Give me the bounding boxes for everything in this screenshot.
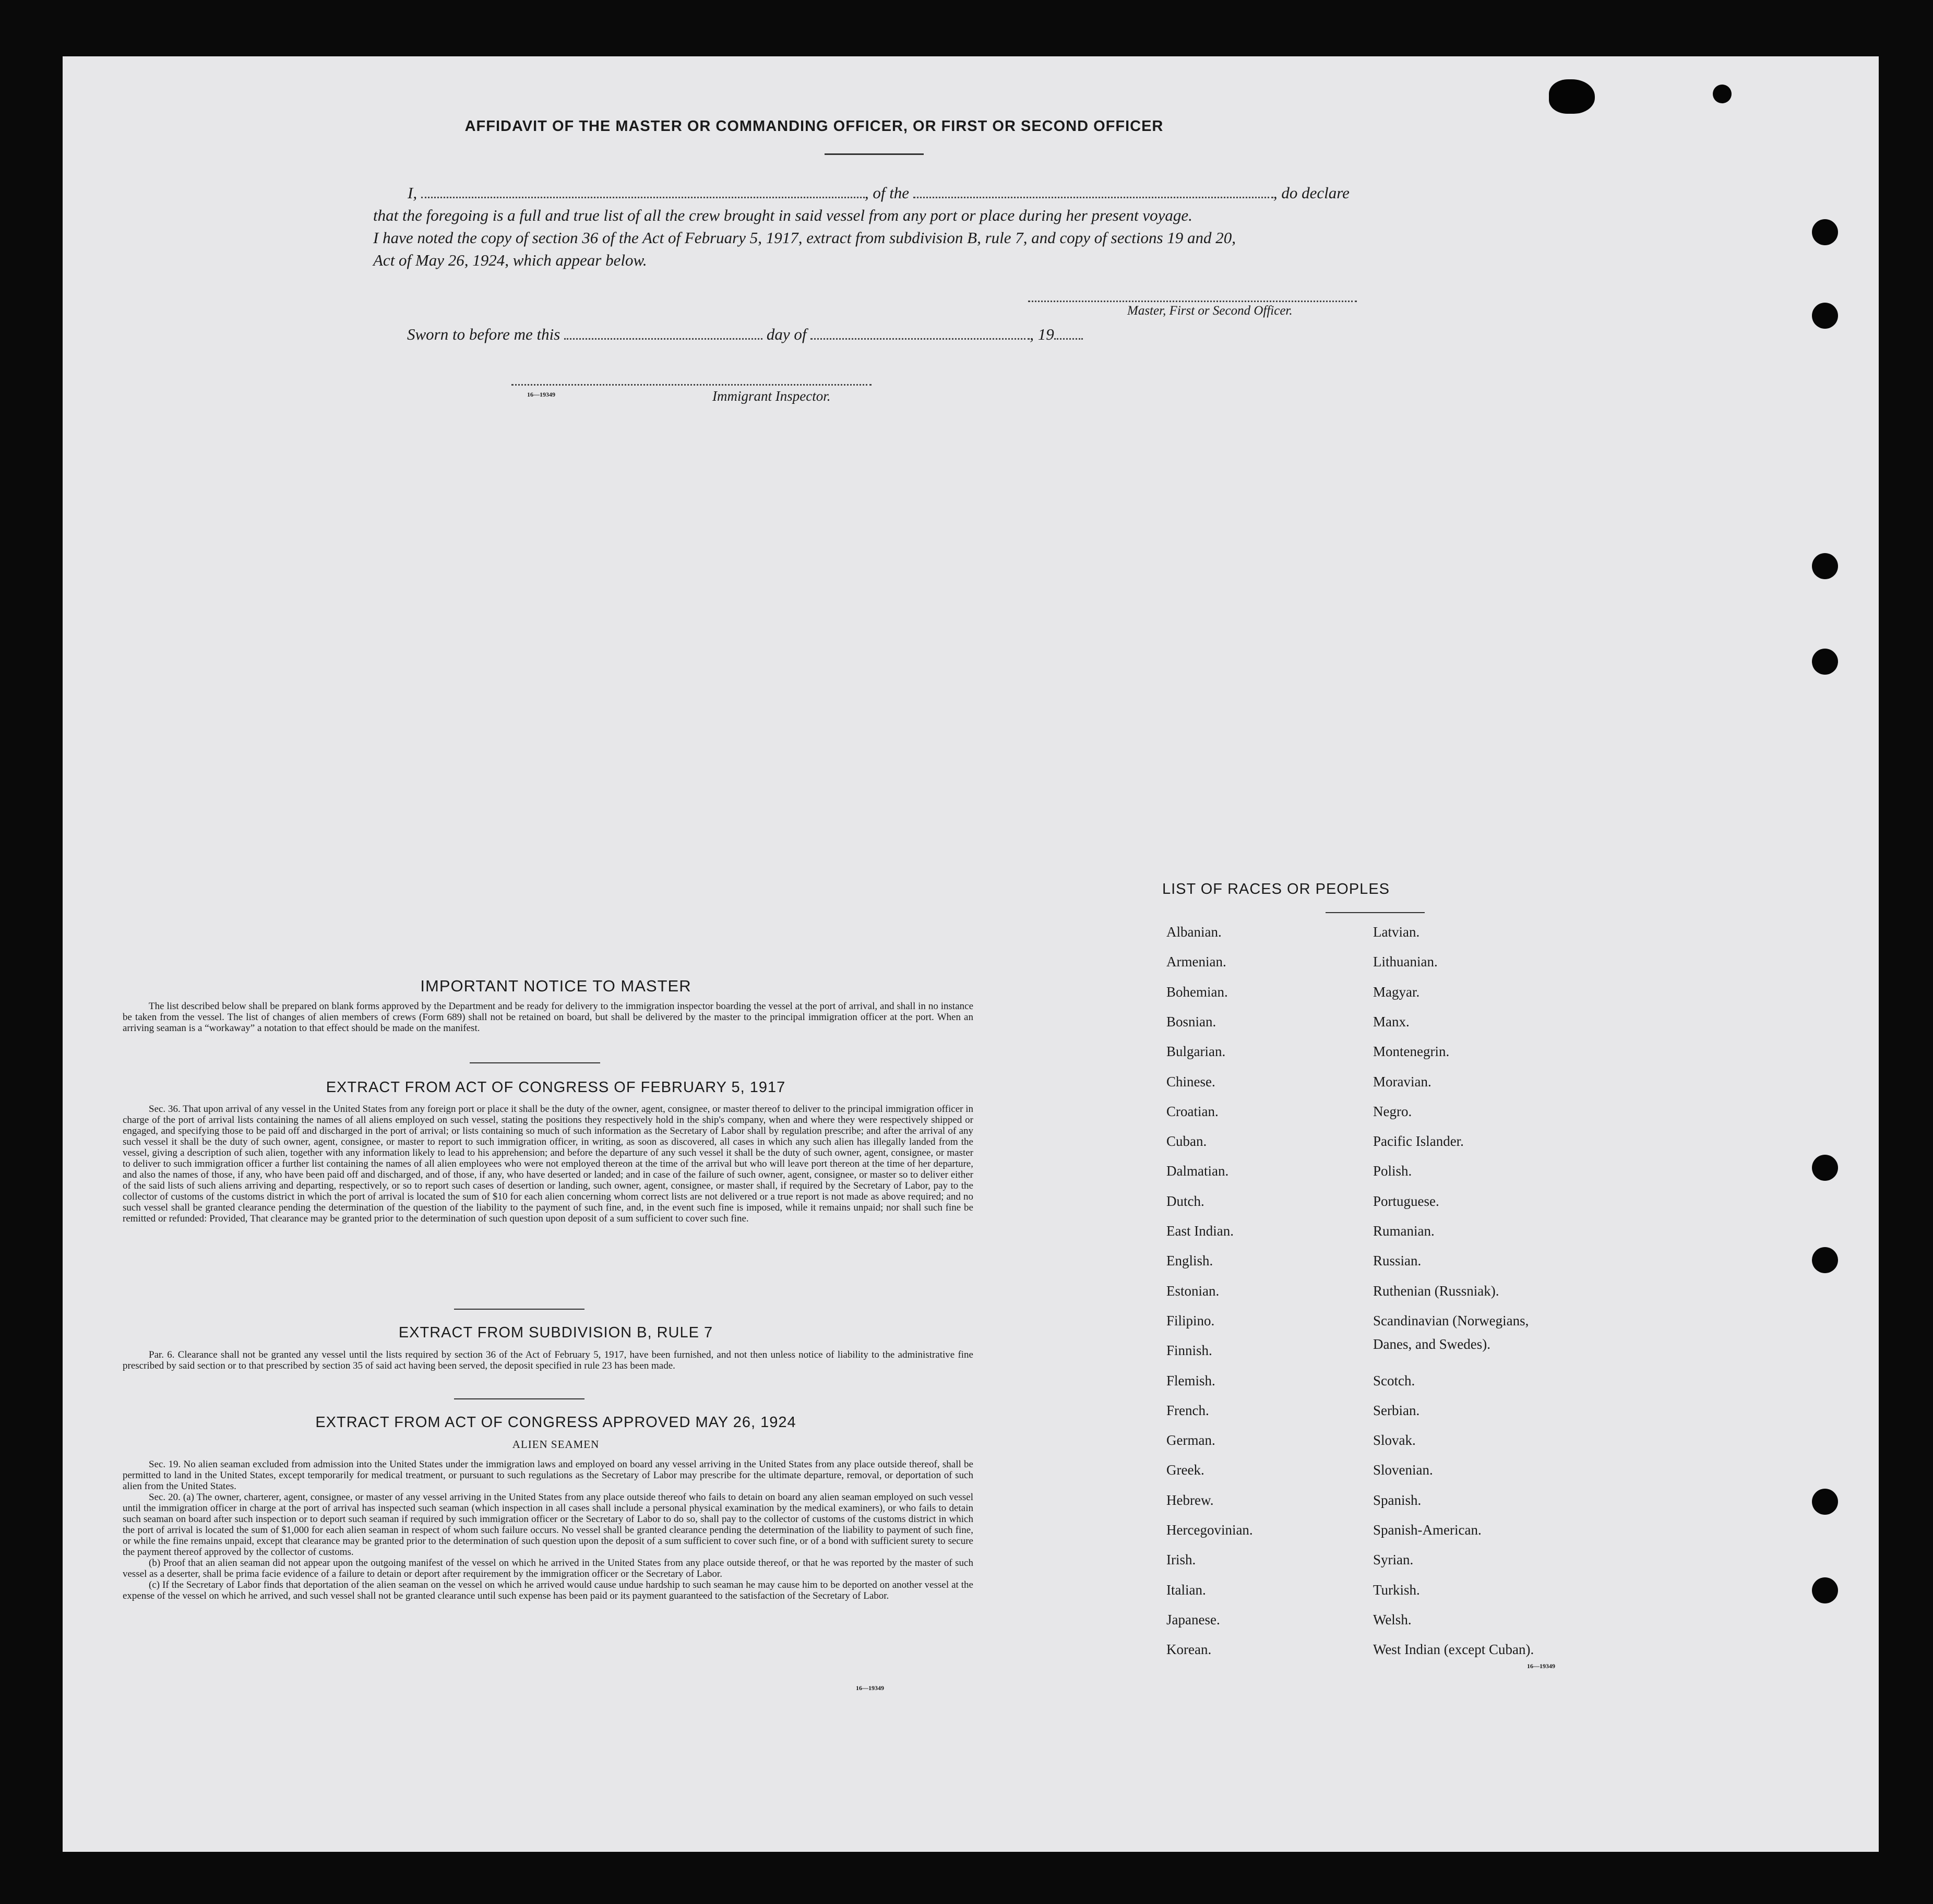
race-item: Flemish.	[1166, 1373, 1215, 1388]
race-item: Montenegrin.	[1373, 1044, 1450, 1059]
punch-hole	[1812, 303, 1838, 329]
master-signature-field[interactable]	[1028, 301, 1357, 302]
race-item: Danes, and Swedes).	[1373, 1336, 1490, 1352]
extract-1917-title: EXTRACT FROM ACT OF CONGRESS OF FEBRUARY 5, 1917	[326, 1079, 786, 1096]
declarant-name-field[interactable]	[421, 197, 865, 198]
sworn-day-field[interactable]	[564, 338, 762, 340]
race-item: Spanish.	[1373, 1492, 1422, 1508]
race-item: Bohemian.	[1166, 984, 1228, 1000]
extract-rule7-title: EXTRACT FROM SUBDIVISION B, RULE 7	[398, 1324, 713, 1341]
affidavit-line-3: I have noted the copy of section 36 of the Act of February 5, 1917, extract from subdivision B, rule 7, and copy of sections 19 and 20,	[373, 229, 1236, 247]
race-item: Russian.	[1373, 1253, 1422, 1268]
punch-hole	[1812, 1577, 1838, 1603]
punch-hole	[1812, 1247, 1838, 1273]
race-item: Bulgarian.	[1166, 1044, 1226, 1059]
extract-rule7-divider	[454, 1398, 584, 1399]
races-title: LIST OF RACES OR PEOPLES	[1162, 881, 1390, 897]
extract-1924-text	[123, 1459, 973, 1601]
inspector-signature-field[interactable]	[511, 384, 872, 386]
race-item: Armenian.	[1166, 954, 1226, 969]
race-item: Negro.	[1373, 1104, 1412, 1119]
race-item: Irish.	[1166, 1552, 1196, 1567]
race-item: Magyar.	[1373, 984, 1420, 1000]
race-item: Slovak.	[1373, 1432, 1416, 1448]
race-item: Croatian.	[1166, 1104, 1219, 1119]
race-item: Filipino.	[1166, 1313, 1215, 1328]
sworn-month-field[interactable]	[810, 338, 1030, 340]
sec-20b: (b) Proof that an alien seaman did not appear upon the outgoing manifest of the vessel on which he arrived in the United States from any place outside thereof, or that he was reported by the master of such vessel as a deserter, shall be prima facie evidence of a failure to detain or deport after requirement by the immigration officer or the Secretary of Labor.	[123, 1558, 973, 1579]
extract-1917-text: Sec. 36. That upon arrival of any vessel in the United States from any foreign port or place it shall be the duty of the owner, agent, consignee, or master thereof to deliver to the principal immigration officer in charge of the port of arrival lists containing the names of all aliens employed on such vessel, stating the positions they respectively hold in the ship's company, when and where they were respectively shipped or engaged, and specifying those to be paid off and discharged in the port of arrival; or lists containing so much of such information as the Secretary of Labor shall by regulation prescribe; and after the arrival of any such vessel it shall be the duty of such owner, agent, consignee, or master to report to such immigration officer, in writing, as soon as discovered, all cases in which any such alien has illegally landed from the vessel, giving a description of such alien, together with any information likely to lead to his apprehension; and before the departure of any such vessel it shall be the duty of such owner, agent, consignee, or master to deliver to such immigration officer a further list containing the names of all alien employees who were not employed thereon at the time of the arrival but who will leave port thereon at the time of her departure, and also the names of those, if any, who have been paid off and discharged, and of those, if any, who have deserted or landed; and in case of the failure of such owner, agent, consignee, or master so to deliver either of the said lists of such aliens arriving and departing, respectively, or so to report such cases of desertion or landing, such owner, agent, consignee, or master shall, if required by the Secretary of Labor, pay to the collector of customs of the customs district in which the port of arrival is located the sum of $10 for each alien concerning whom correct lists are not delivered or a true report is not made as above required; and no such vessel shall be granted clearance pending the determination of the question of the liability to the payment of such fine, and, in the event such fine is imposed, while it remains unpaid; nor shall such fine be remitted or refunded: Provided, That clearance may be granted prior to the determination of such question upon deposit of a sum sufficient to cover such fine.	[123, 1104, 973, 1224]
sec-19: Sec. 19. No alien seaman excluded from admission into the United States under the immigration laws and employed on board any vessel arriving in the United States from any place outside thereof, shall be permitted to land in the United States, except temporarily for medical treatment, or pursuant to such regulations as the Secretary of Labor may prescribe for the ultimate departure, removal, or deportation of such alien from the United States.	[123, 1459, 973, 1492]
alien-seamen-subtitle: ALIEN SEAMEN	[512, 1438, 600, 1451]
race-item: Lithuanian.	[1373, 954, 1438, 969]
race-item: Hercegovinian.	[1166, 1522, 1253, 1538]
sec-20a: Sec. 20. (a) The owner, charterer, agent, consignee, or master of any vessel arriving in the United States from any place outside thereof who fails to detain on board any alien seaman employed on such vessel until the immigration officer in charge at the port of arrival has inspected such seaman (which inspection in all cases shall include a personal physical examination by the medical examiners), or who fails to detain such seaman on board after such inspection or to deport such seaman if required by such immigration officer or the Secretary of Labor to do so, shall pay to the collector of customs of the customs district in which the port of arrival is located the sum of $1,000 for each alien seaman in respect of whom such failure occurs. No vessel shall be granted clearance pending the determination of the liability to payment of such fine, or while the fine remains unpaid, except that clearance may be granted prior to the determination of such question upon the deposit of a sum sufficient to cover such fine, or of a bond with sufficient surety to secure the payment thereof approved by the collector of customs.	[123, 1492, 973, 1558]
punch-hole	[1812, 219, 1838, 245]
notice-text: The list described below shall be prepared on blank forms approved by the Department and be ready for delivery to the immigration inspector boarding the vessel at the port of arrival, and shall in no instance be taken from the vessel. The list of changes of alien members of crews (Form 689) shall not be retained on board, but shall be delivered by the master to the principal immigration officer at the port. When an arriving seaman is a “workaway” a notation to that effect should be made on the manifest.	[123, 1001, 973, 1034]
race-item: Pacific Islander.	[1373, 1133, 1464, 1149]
punch-hole	[1812, 1155, 1838, 1181]
race-item: French.	[1166, 1403, 1209, 1418]
races-divider	[1326, 912, 1425, 913]
race-item: Welsh.	[1373, 1612, 1412, 1627]
extract-1917-divider	[454, 1309, 584, 1310]
sworn-year-field[interactable]	[1054, 338, 1083, 340]
punch-hole	[1812, 649, 1838, 675]
master-signature-label: Master, First or Second Officer.	[1127, 304, 1293, 318]
race-item: Korean.	[1166, 1642, 1212, 1657]
race-item: Portuguese.	[1373, 1193, 1439, 1209]
race-item: Scotch.	[1373, 1373, 1415, 1388]
race-item: Cuban.	[1166, 1133, 1207, 1149]
race-item: Scandinavian (Norwegians,	[1373, 1313, 1529, 1328]
notice-title: IMPORTANT NOTICE TO MASTER	[420, 977, 691, 995]
punch-hole	[1713, 85, 1732, 103]
affidavit-body: I, , of the , do declare that the foregoing is a full and true list of all the crew brought in said vessel from any port or place during her present voyage. I have noted the copy of section 36 of the Act of February 5, 1917, extract from subdivision B, rule 7, and copy of sections 19 and 20, Act of May 26, 1924, which appear below.	[373, 182, 1438, 271]
race-item: Manx.	[1373, 1014, 1410, 1029]
race-item: Syrian.	[1373, 1552, 1414, 1567]
vessel-name-field[interactable]	[913, 197, 1273, 198]
punch-hole	[1812, 553, 1838, 579]
race-item: Dalmatian.	[1166, 1163, 1229, 1179]
race-item: Chinese.	[1166, 1074, 1215, 1089]
race-item: Albanian.	[1166, 924, 1222, 940]
race-item: Moravian.	[1373, 1074, 1431, 1089]
race-item: East Indian.	[1166, 1223, 1234, 1239]
punch-hole	[1812, 1489, 1838, 1515]
document-page	[63, 56, 1879, 1852]
race-item: Bosnian.	[1166, 1014, 1216, 1029]
race-item: Serbian.	[1373, 1403, 1420, 1418]
ink-blot	[1549, 79, 1595, 114]
form-number: 16—19349	[1527, 1662, 1555, 1670]
notice-divider	[470, 1062, 600, 1063]
inspector-label: Immigrant Inspector.	[712, 388, 831, 404]
form-number: 16—19349	[527, 391, 555, 398]
race-item: Hebrew.	[1166, 1492, 1214, 1508]
affidavit-line-4: Act of May 26, 1924, which appear below.	[373, 251, 647, 269]
race-item: Finnish.	[1166, 1343, 1212, 1358]
race-item: Japanese.	[1166, 1612, 1220, 1627]
race-item: Slovenian.	[1373, 1462, 1433, 1478]
race-item: German.	[1166, 1432, 1215, 1448]
race-item: Turkish.	[1373, 1582, 1420, 1598]
race-item: West Indian (except Cuban).	[1373, 1642, 1534, 1657]
extract-rule7-text: Par. 6. Clearance shall not be granted any vessel until the lists required by section 36 of the Act of February 5, 1917, have been furnished, and not then unless notice of liability to the administrative fine prescribed by said section or to that prescribed by section 35 of said act having been served, the deposit specified in rule 23 has been made.	[123, 1349, 973, 1371]
race-item: Greek.	[1166, 1462, 1204, 1478]
sec-20c: (c) If the Secretary of Labor finds that deportation of the alien seaman on the vessel on which he arrived would cause undue hardship to such seaman he may cause him to be deported on another vessel at the expense of the vessel on which he arrived, and such vessel shall not be granted clearance until such expense has been paid or its payment guaranteed to the satisfaction of the Secretary of Labor.	[123, 1579, 973, 1601]
race-item: Dutch.	[1166, 1193, 1204, 1209]
race-item: English.	[1166, 1253, 1213, 1268]
race-item: Rumanian.	[1373, 1223, 1435, 1239]
affidavit-title: AFFIDAVIT OF THE MASTER OR COMMANDING OFFICER, OR FIRST OR SECOND OFFICER	[464, 118, 1164, 135]
affidavit-line-2: that the foregoing is a full and true list of all the crew brought in said vessel from any port or place during her present voyage.	[373, 206, 1192, 224]
race-item: Spanish-American.	[1373, 1522, 1482, 1538]
race-item: Italian.	[1166, 1582, 1206, 1598]
race-item: Ruthenian (Russniak).	[1373, 1283, 1499, 1299]
form-number: 16—19349	[856, 1684, 884, 1692]
extract-1924-title: EXTRACT FROM ACT OF CONGRESS APPROVED MAY 26, 1924	[315, 1414, 796, 1431]
race-item: Polish.	[1373, 1163, 1412, 1179]
title-divider	[825, 153, 924, 155]
race-item: Estonian.	[1166, 1283, 1220, 1299]
race-item: Latvian.	[1373, 924, 1420, 940]
sworn-line: Sworn to before me this day of , 19	[407, 325, 1083, 344]
